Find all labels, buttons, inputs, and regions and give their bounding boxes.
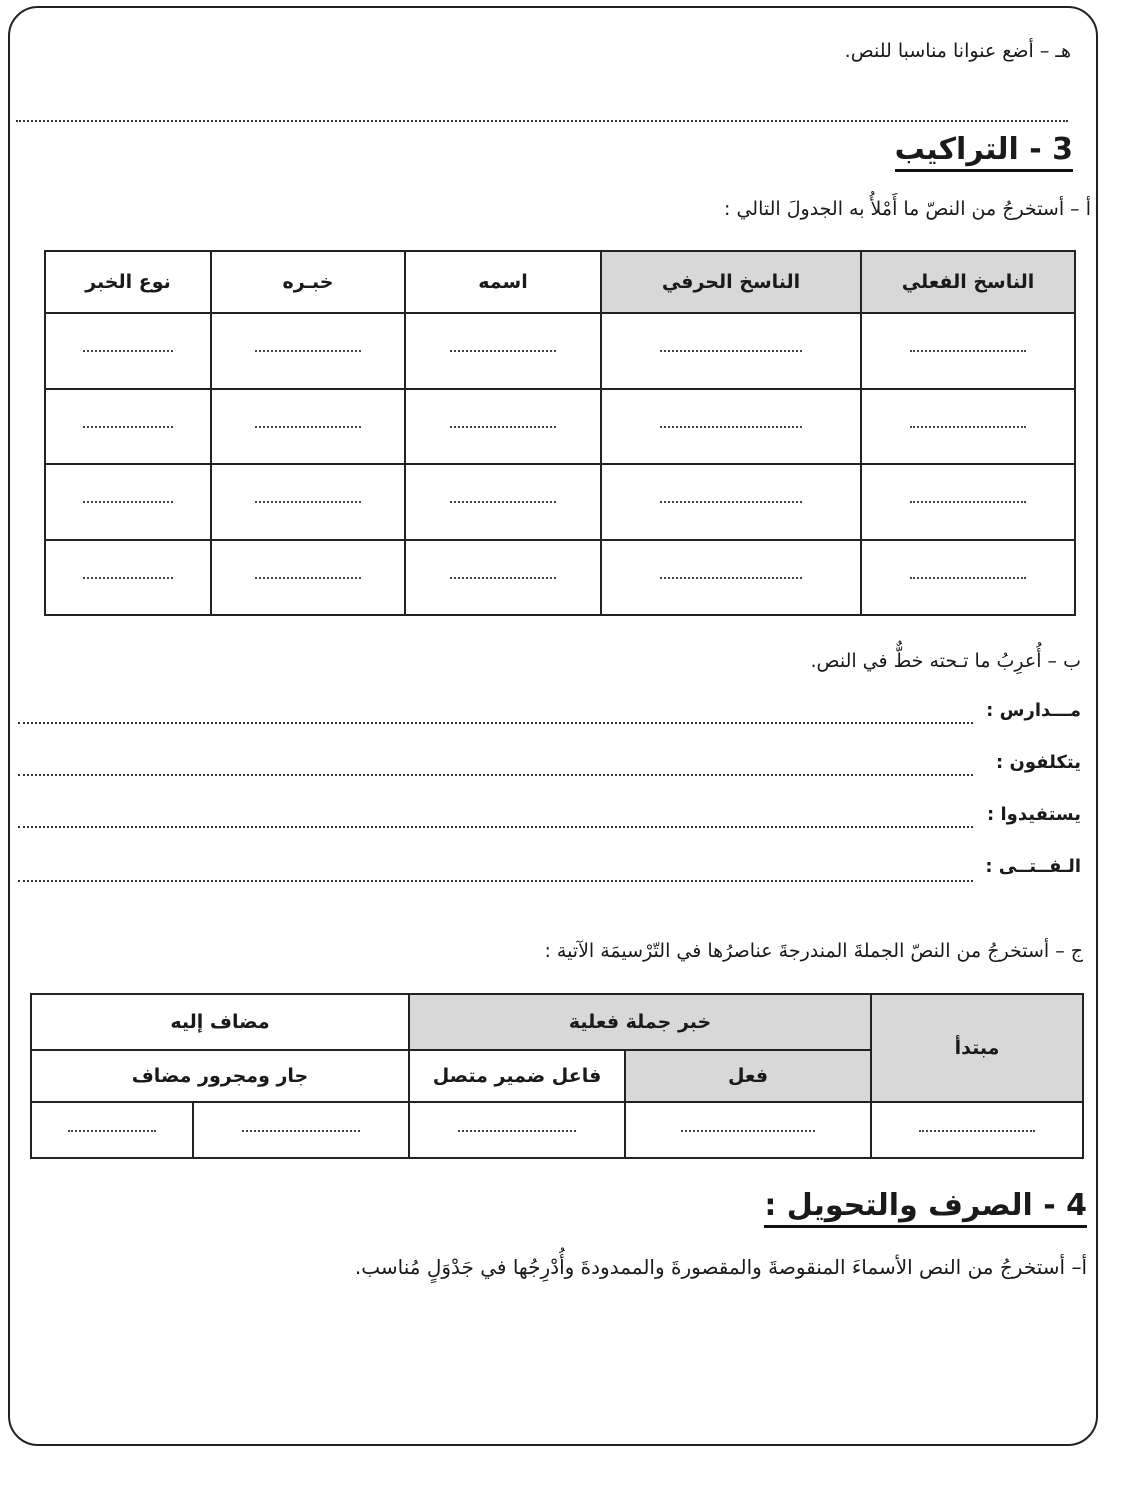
table-cell[interactable] [601, 540, 861, 616]
table-cell[interactable] [405, 464, 601, 540]
page-frame [8, 6, 1098, 1446]
table-cell[interactable] [405, 389, 601, 465]
header-faail-damir: فاعل ضمير متصل [409, 1050, 625, 1102]
section-4-part-a-prompt: أ– أستخرجُ من النص الأسماءَ المنقوصةَ والمقصورةَ والممدودةَ وأُدْرِجُها في جَدْوَلٍ مُناسب. [354, 1255, 1087, 1279]
header-naw-al-khabar: نوع الخبر [45, 251, 211, 313]
table-cell[interactable] [405, 540, 601, 616]
table-cell[interactable] [31, 1102, 193, 1158]
table-cell[interactable] [861, 464, 1075, 540]
table-cell[interactable] [601, 389, 861, 465]
table-cell[interactable] [861, 313, 1075, 389]
table-cell[interactable] [45, 389, 211, 465]
header-jar-majrur: جار ومجرور مضاف [31, 1050, 409, 1102]
irab-label-yastafidu: يستفيدوا : [987, 804, 1081, 825]
irab-label-yatakallafun: يتكلفون : [996, 752, 1081, 773]
irab-label-alfata: الـفــتــى : [985, 856, 1081, 877]
tarsima-table [30, 993, 1084, 1159]
header-khabaruhu: خبـره [211, 251, 405, 313]
table-row [31, 1102, 1083, 1158]
header-nasikh-fiili: الناسخ الفعلي [861, 251, 1075, 313]
header-mudaf-ilayh: مضاف إليه [31, 994, 409, 1050]
section-3-part-b-prompt: ب – أُعرِبُ ما تـحته خطٌّ في النص. [810, 650, 1081, 672]
header-mubtada: مبتدأ [871, 994, 1083, 1102]
header-fiil: فعل [625, 1050, 871, 1102]
table-cell[interactable] [409, 1102, 625, 1158]
header-khabar-jumla-filiya: خبر جملة فعلية [409, 994, 871, 1050]
table-cell[interactable] [211, 313, 405, 389]
answer-line-title[interactable] [16, 120, 1068, 122]
table-cell[interactable] [861, 389, 1075, 465]
table-row [45, 540, 1075, 616]
table-cell[interactable] [861, 540, 1075, 616]
question-title-prompt: هـ – أضع عنوانا مناسبا للنص. [844, 40, 1071, 62]
table-cell[interactable] [211, 389, 405, 465]
table-row [45, 389, 1075, 465]
table-row [45, 464, 1075, 540]
nawasikh-table [44, 250, 1076, 616]
table-cell[interactable] [193, 1102, 409, 1158]
answer-line-madaris[interactable] [18, 722, 973, 724]
table-cell[interactable] [871, 1102, 1083, 1158]
table-cell[interactable] [211, 464, 405, 540]
table-cell[interactable] [625, 1102, 871, 1158]
section-4-heading: 4 - الصرف والتحويل : [764, 1188, 1087, 1223]
section-3-heading: 3 - التراكيب [895, 132, 1073, 167]
table-cell[interactable] [405, 313, 601, 389]
answer-line-alfata[interactable] [18, 880, 973, 882]
answer-line-yastafidu[interactable] [18, 826, 973, 828]
table-cell[interactable] [601, 464, 861, 540]
table-row [45, 313, 1075, 389]
table-cell[interactable] [601, 313, 861, 389]
header-nasikh-harfi: الناسخ الحرفي [601, 251, 861, 313]
answer-line-yatakallafun[interactable] [18, 774, 973, 776]
table-cell[interactable] [211, 540, 405, 616]
header-ismuhu: اسمه [405, 251, 601, 313]
section-3-part-a-prompt: أ – أستخرجُ من النصّ ما أَمْلأُ به الجدولَ التالي : [724, 198, 1091, 220]
irab-label-madaris: مـــدارس : [986, 700, 1081, 721]
section-3-part-c-prompt: ج – أستخرجُ من النصّ الجملةَ المندرجةَ عناصرُها في التّرْسيمَة الآتية : [544, 940, 1083, 962]
table-cell[interactable] [45, 313, 211, 389]
table-cell[interactable] [45, 464, 211, 540]
table-cell[interactable] [45, 540, 211, 616]
